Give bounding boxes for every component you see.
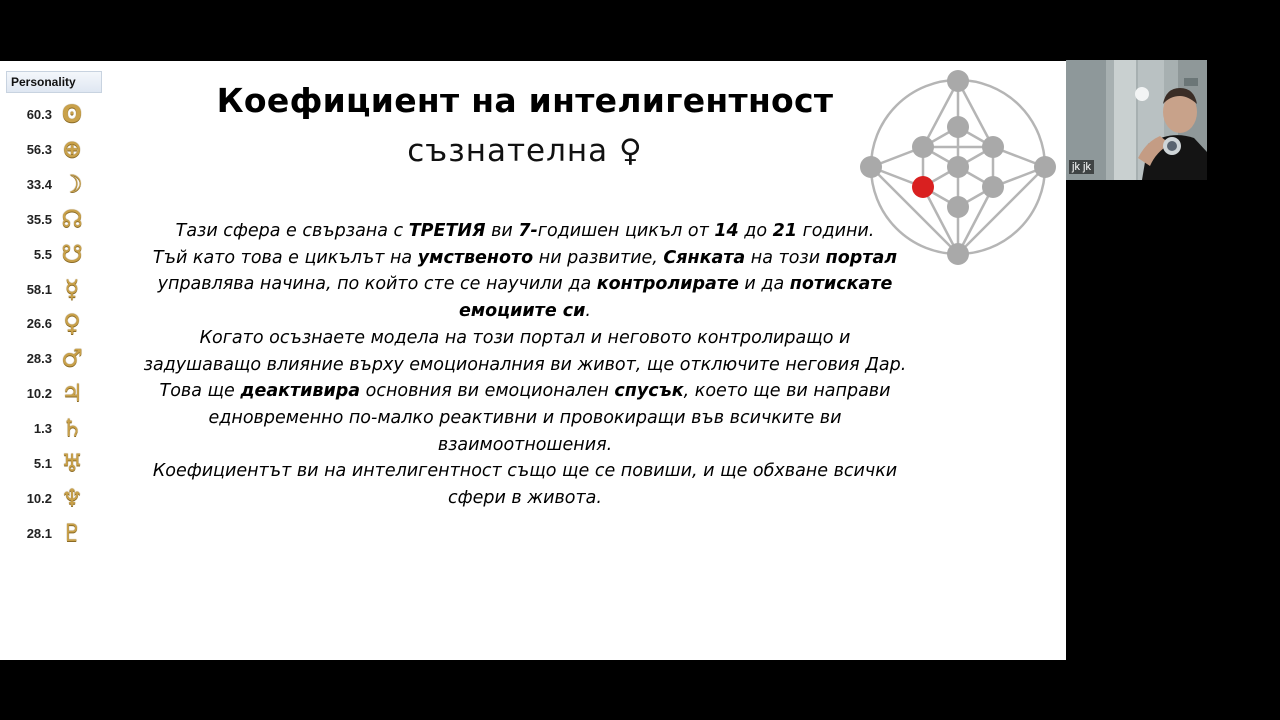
planet-value: 10.2 (26, 490, 52, 506)
planet-row (6, 411, 102, 446)
participant-video-tile[interactable] (1066, 60, 1207, 180)
body-text-run: ни развитие, (533, 247, 664, 268)
sphere-node (912, 136, 934, 158)
venus-icon: ♀ (63, 309, 81, 338)
jupiter-icon: ♃ (61, 379, 83, 408)
emphasis-text: ТРЕТИЯ (408, 221, 486, 241)
body-paragraph (140, 218, 910, 245)
body-text-run: Тъй като това е цикълът на (152, 247, 418, 268)
planet-value: 28.3 (26, 351, 52, 367)
planet-row (6, 237, 102, 272)
neptune-icon: ♆ (61, 483, 83, 512)
planet-row (6, 516, 102, 551)
planet-value: 35.5 (26, 211, 52, 227)
emphasis-text: потискате емоциите си (458, 274, 893, 322)
planet-row (6, 446, 102, 481)
body-text-run: управлява начина, по който сте се научили да (157, 274, 597, 295)
planet-row (6, 202, 102, 237)
presentation-slide (0, 61, 1066, 660)
sphere-node (947, 116, 969, 138)
emphasis-text: деактивира (240, 381, 361, 402)
north-node-icon: ☊ (61, 204, 83, 233)
body-paragraph (140, 458, 910, 511)
emphasis-text: контролирате (596, 274, 739, 295)
planet-value: 58.1 (26, 281, 52, 297)
sphere-node (947, 243, 969, 265)
body-text-run: ви (485, 221, 519, 241)
moon-icon: ☽ (61, 169, 83, 198)
emphasis-text: 21 (772, 221, 798, 241)
uranus-icon: ♅ (61, 449, 83, 477)
planet-value: 5.5 (33, 246, 52, 262)
body-text-run: Коефициентът ви на интелигентност също ще се повиши, и ще обхване всички сфери в живота. (152, 461, 898, 509)
personality-header: Personality (6, 71, 102, 93)
south-node-icon: ☋ (61, 239, 83, 268)
sphere-node (860, 156, 882, 178)
body-text-run: Това ще (159, 381, 241, 402)
pluto-icon: ♇ (61, 518, 83, 547)
planet-value: 1.3 (33, 421, 52, 437)
planet-row (6, 481, 102, 516)
slide-subtitle: съзнателна ♀ (407, 133, 643, 169)
sphere-node (947, 196, 969, 218)
body-text-run: . (585, 301, 591, 322)
planet-value: 5.1 (33, 456, 52, 471)
planet-value: 33.4 (26, 176, 52, 192)
emphasis-text: спусък (614, 381, 684, 402)
planet-row (6, 376, 102, 411)
emphasis-text: 14 (714, 221, 739, 241)
earth-icon: ⊕ (61, 134, 83, 163)
body-text-run: и да (738, 274, 790, 295)
planet-value: 60.3 (26, 107, 52, 122)
body-paragraph (140, 325, 910, 378)
sphere-node (1034, 156, 1056, 178)
body-paragraph (140, 245, 910, 325)
body-text-run: годишен цикъл от (537, 221, 715, 241)
highlighted-sphere-node (912, 176, 934, 198)
planet-value: 10.2 (26, 386, 52, 402)
body-text-run: Когато осъзнаете модела на този портал и неговото контролиращо и задушаващо влияние върху емоционалния ви живот, ще отключите неговия Дар. (143, 327, 907, 375)
sphere-node (947, 156, 969, 178)
sphere-node (947, 70, 969, 92)
planet-row (6, 306, 102, 341)
emphasis-text: 7- (518, 221, 538, 241)
planet-value: 26.6 (26, 316, 52, 332)
planet-row (6, 341, 102, 376)
mars-icon: ♂ (61, 344, 83, 373)
body-text-run: години. (797, 221, 875, 241)
slide-title: Коефициент на интелигентност (216, 81, 834, 120)
saturn-icon: ♄ (61, 414, 83, 443)
sun-icon: ʘ (61, 100, 83, 128)
slide-body-text (140, 218, 910, 512)
body-text-run: Тази сфера е свързана с (175, 221, 409, 241)
planet-value: 28.1 (26, 525, 52, 541)
planet-row (6, 167, 102, 202)
body-paragraph (140, 378, 910, 458)
body-text-run: на този (745, 247, 826, 268)
body-text-run: , което ще ви направи едновременно по-малко реактивни и провокиращи във всичките ви взаимоотношения. (208, 381, 891, 455)
mercury-icon: ☿ (64, 274, 80, 303)
emphasis-text: Сянката (663, 247, 746, 268)
emphasis-text: умственото (417, 247, 534, 268)
sphere-node (982, 176, 1004, 198)
emphasis-text: портал (825, 247, 898, 268)
sphere-node (982, 136, 1004, 158)
body-text-run: основния ви емоционален (360, 381, 615, 402)
planet-value: 56.3 (26, 141, 52, 157)
body-text-run: до (738, 221, 773, 241)
participant-name-label: jk jk (1069, 160, 1094, 174)
sphere-diagram (860, 67, 1056, 267)
planet-row (6, 272, 102, 307)
